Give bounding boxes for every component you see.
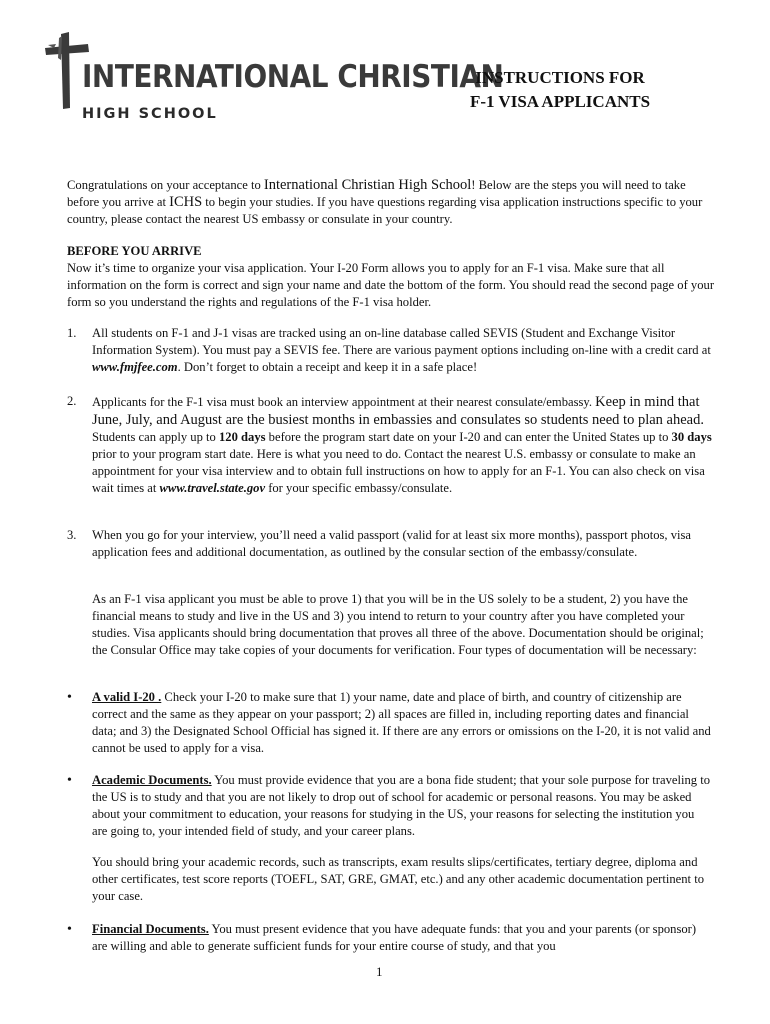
- bullet-heading-financial: Financial Documents.: [92, 922, 209, 936]
- intro-paragraph: [67, 177, 715, 228]
- item-2-emphasis: Keep in mind that June, July, and August are the busiest months in embassies and consulates so students need to plan ahead.: [92, 394, 704, 428]
- before-you-arrive-body: Now it’s time to organize your visa application. Your I-20 Form allows you to apply for an F-1 visa. Make sure that all information on the form is correct and sign your name and date the bottom of the form. You should read the second page of your form so you understand the rights and regulations of the F-1 visa holder.: [67, 261, 715, 309]
- school-name: International Christian High School: [263, 177, 472, 193]
- bullet-icon: •: [67, 773, 72, 788]
- bullet-icon: •: [67, 922, 72, 937]
- item-2-text-b: Students can apply up to: [92, 430, 219, 444]
- travel-state-link[interactable]: www.travel.state.gov: [159, 481, 266, 495]
- item-number-3: 3.: [67, 528, 77, 542]
- document-title: [440, 66, 680, 114]
- intro-text-3: to begin your studies. If you have questions regarding visa application instructions specific to your country, please contact the nearest US embassy or consulate in your country.: [67, 195, 703, 226]
- intro-text-1: Congratulations on your acceptance to: [67, 178, 264, 192]
- page-number: 1: [376, 964, 383, 979]
- item-number-2: 2.: [67, 394, 77, 408]
- bullet-heading-academic: Academic Documents.: [92, 773, 212, 787]
- bullet-body-academic: You must provide evidence that you are a bona fide student; that your sole purpose for traveling to the US is to study and that you are not likely to drop out of school for academic or personal reasons. You may be asked about your commitment to education, your reasons for studying in the US, your reasons for selecting the institution you are going to, your intended field of study, and your career plans.: [92, 773, 711, 838]
- bullet-academic-paragraph-2: You should bring your academic records, such as transcripts, exam results slips/certificates, tertiary degree, diploma and other certificates, test score reports (TOEFL, SAT, GRE, GMAT, etc.) and any other academic documentation pertinent to your case.: [92, 855, 704, 903]
- logo-sub-text: HIGH SCHOOL: [82, 106, 218, 122]
- ichs-abbrev: ICHS: [169, 194, 203, 210]
- item-1-text-a: All students on F-1 and J-1 visas are tracked using an on-line database called SEVIS (Student and Exchange Visitor Information System). You must pay a SEVIS fee. There are various payment options including on-line with a credit card at: [92, 326, 711, 357]
- bullet-body-i20: Check your I-20 to make sure that 1) your name, date and place of birth, and country of citizenship are correct and the same as they appear on your passport; 2) all spaces are filled in, including reporting dates and financial data; and 3) the Designated School Official has signed it. If there are any errors or omissions on the I-20, it is not valid and cannot be used to apply for a visa.: [92, 690, 711, 755]
- item-3-paragraph-2: As an F-1 visa applicant you must be able to prove 1) that you will be in the US solely to be a student, 2) you have the financial means to study and live in the US and 3) you intend to return to your country after you have completed your studies. Visa applicants should bring documentation that proves all three of the above. Documentation should be original; the Consular Office may take copies of your documents for verification. Four types of documentation will be necessary:: [92, 592, 704, 657]
- item-number-1: 1.: [67, 326, 77, 340]
- bullet-academic-documents: [92, 772, 712, 840]
- days-30: 30 days: [671, 430, 712, 444]
- bullet-body-financial: You must present evidence that you have adequate funds: that you and your parents (or sponsor) are willing and able to generate sufficient funds for your entire course of study, and that you: [92, 922, 697, 953]
- logo-main-text: INTERNATIONAL CHRISTIAN: [82, 59, 504, 95]
- item-2-text-d: prior to your program start date. Here is what you need to do. Contact the nearest U.S. embassy or consulate to make an appointment for your visa interview and to obtain full instructions on how to apply for an F-1. You can also check on visa wait times at: [92, 447, 705, 495]
- days-120: 120 days: [218, 430, 266, 444]
- school-logo: [44, 30, 504, 122]
- bullet-valid-i20: [92, 689, 712, 757]
- item-3-paragraph-1: When you go for your interview, you’ll need a valid passport (valid for at least six more months), passport photos, visa application fees and additional documentation, as outlined by the consular section of the embassy/consulate.: [92, 528, 692, 559]
- intro-text-2: ! Below are the steps you will need to take before you arrive at: [67, 178, 686, 209]
- item-1-text-b: . Don’t forget to obtain a receipt and keep it in a safe place!: [177, 360, 478, 374]
- item-2-text-e: for your specific embassy/consulate.: [265, 481, 453, 495]
- bullet-financial-documents: [92, 921, 712, 955]
- item-2-text-a: Applicants for the F-1 visa must book an interview appointment at their nearest consulate/embassy.: [92, 395, 596, 409]
- item-2-text-c: before the program start date on your I-20 and can enter the United States up to: [265, 430, 672, 444]
- bullet-heading-i20: A valid I-20 .: [92, 690, 162, 704]
- item-1-text: [92, 325, 712, 376]
- title-line-1: INSTRUCTIONS FOR: [475, 68, 645, 87]
- section-heading-before-you-arrive: BEFORE YOU ARRIVE: [67, 244, 202, 258]
- bullet-icon: •: [67, 690, 72, 705]
- item-2-text: [92, 393, 712, 497]
- fmjfee-link[interactable]: www.fmjfee.com: [92, 360, 178, 374]
- title-line-2: F-1 VISA APPLICANTS: [469, 92, 651, 111]
